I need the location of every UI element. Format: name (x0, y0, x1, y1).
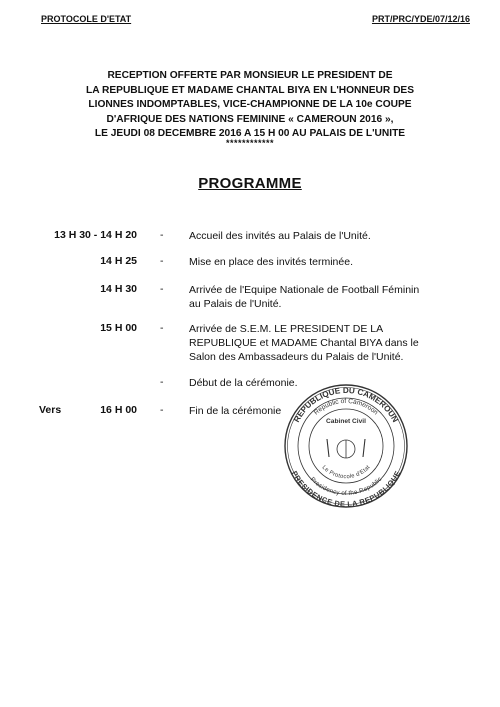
title-line: D'AFRIQUE DES NATIONS FEMININE « CAMEROUN 2016 », (106, 113, 394, 125)
schedule-description (189, 229, 461, 243)
schedule-dash: - (160, 255, 164, 267)
schedule-dash: - (160, 229, 164, 241)
description-line: Salon des Ambassadeurs du Palais de l'Unité. (189, 351, 404, 363)
description-line: REPUBLIQUE et MADAME Chantal BIYA dans le (189, 337, 419, 349)
official-stamp (283, 383, 409, 509)
stamp-text-outer-top: REPUBLIQUE DU CAMEROUN (292, 385, 400, 424)
svg-text:Republic of Cameroon (313, 398, 379, 417)
schedule-description (189, 322, 461, 364)
document-reference: PRT/PRC/YDE/07/12/16 (371, 14, 470, 24)
title-line: LA REPUBLIQUE ET MADAME CHANTAL BIYA EN L'HONNEUR DES (85, 84, 415, 96)
schedule-time: 16 H 00 (100, 404, 137, 416)
separator-stars: ************ (225, 138, 275, 148)
description-line: Mise en place des invités terminée. (189, 256, 353, 268)
schedule-time: 15 H 00 (100, 322, 137, 334)
stamp-text-inner-bottom: Presidency of the Republic (308, 475, 384, 498)
programme-title: PROGRAMME (198, 175, 302, 192)
stamp-text-inner-top: Republic of Cameroon (312, 397, 380, 417)
description-line: Fin de la cérémonie (189, 405, 282, 417)
header-left: PROTOCOLE D'ETAT (41, 14, 132, 24)
schedule-dash: - (160, 376, 164, 388)
schedule-time: 14 H 30 (100, 283, 137, 295)
stamp-text-center-bottom: Le Protocole d'Etat (320, 464, 372, 481)
description-line: Début de la cérémonie. (189, 377, 298, 389)
description-line: Accueil des invités au Palais de l'Unité. (189, 230, 371, 242)
stamp-text-outer-bottom: PRESIDENCE DE LA REPUBLIQUE (289, 469, 403, 509)
title-line: LE JEUDI 08 DECEMBRE 2016 A 15 H 00 AU PALAIS DE L'UNITE (94, 128, 406, 140)
schedule-dash: - (160, 404, 164, 416)
stamp-emblem-icon (327, 439, 365, 458)
time-prefix: Vers (39, 404, 62, 416)
schedule-description (189, 255, 461, 269)
schedule-dash: - (160, 322, 164, 334)
stamp-text-center-top: Cabinet Civil (326, 418, 366, 425)
schedule-time: 13 H 30 - 14 H 20 (54, 229, 137, 241)
description-line: Arrivée de S.E.M. LE PRESIDENT DE LA (189, 323, 384, 335)
description-line: Arrivée de l'Equipe Nationale de Football Féminin (189, 284, 420, 296)
description-line: au Palais de l'Unité. (189, 298, 282, 310)
schedule-time: 14 H 25 (100, 255, 137, 267)
event-title (40, 69, 460, 142)
title-line: RECEPTION OFFERTE PAR MONSIEUR LE PRESIDENT DE (107, 70, 393, 81)
schedule-dash: - (160, 283, 164, 295)
schedule-description (189, 283, 461, 311)
title-line: LIONNES INDOMPTABLES, VICE-CHAMPIONNE DE LA 10e COUPE (88, 99, 412, 111)
